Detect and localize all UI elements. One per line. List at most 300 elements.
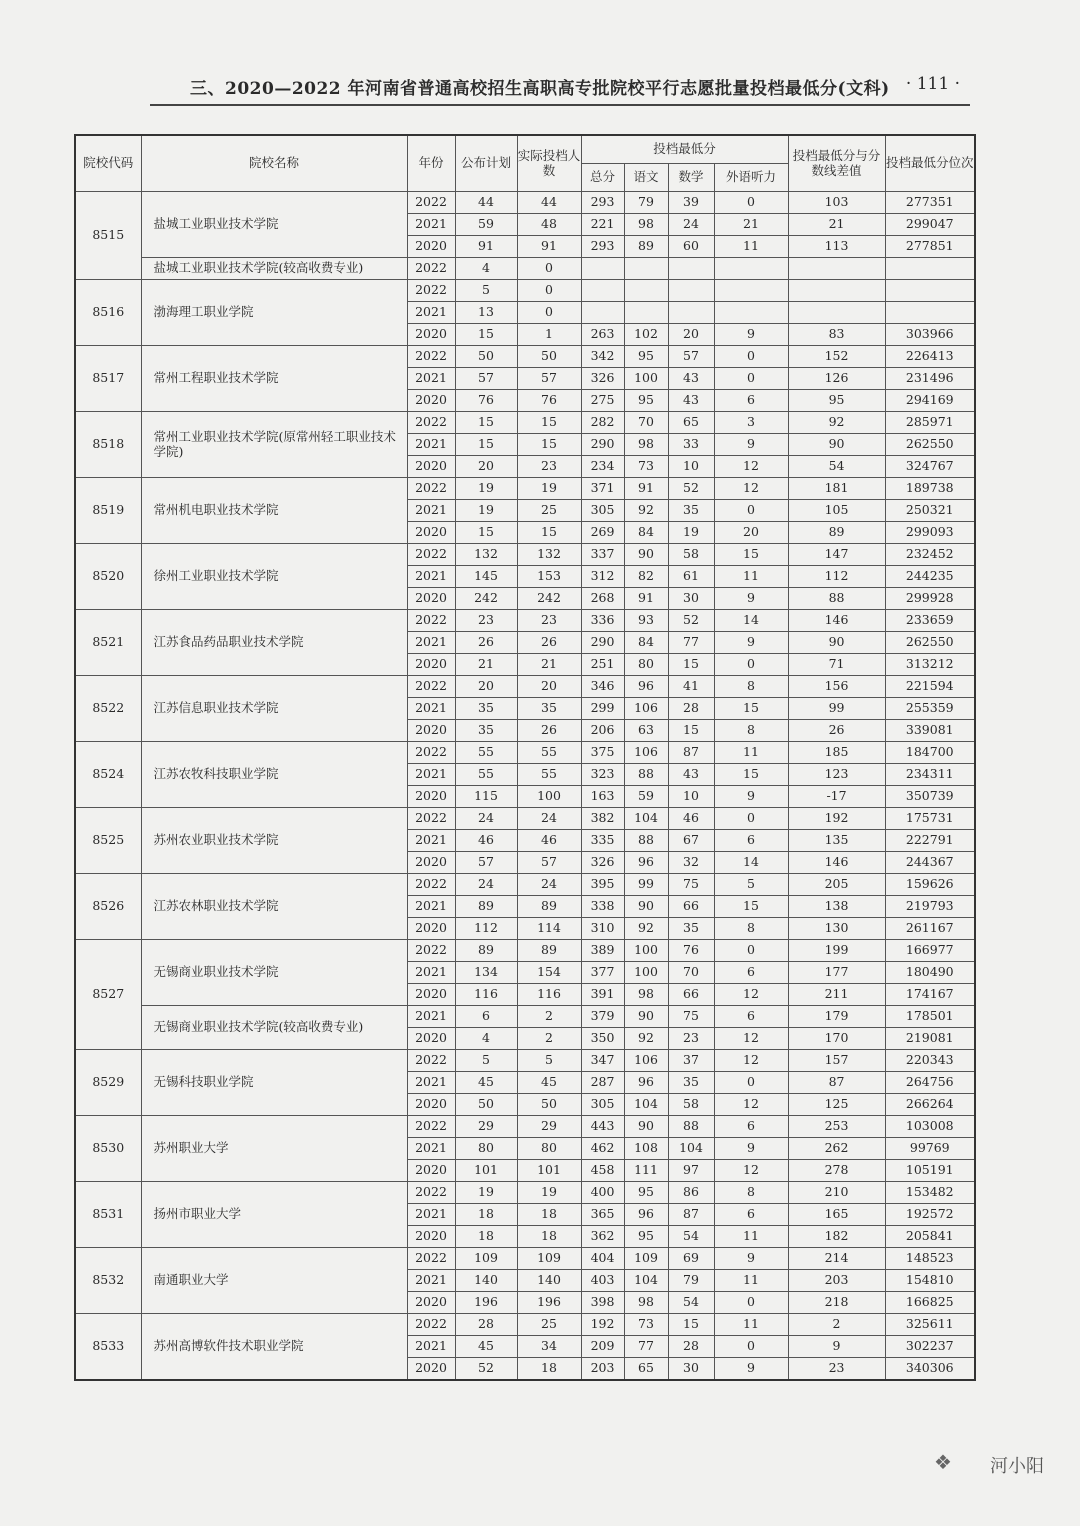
cell-plan: 26 [455,632,517,654]
table-row [75,478,975,500]
cell-chinese: 90 [624,544,668,566]
cell-rank: 222791 [885,830,975,852]
cell-rank: 174167 [885,984,975,1006]
cell-foreign: 14 [714,610,788,632]
cell-math: 66 [668,896,714,918]
cell-rank: 232452 [885,544,975,566]
table-row [75,874,975,896]
cell-plan: 89 [455,940,517,962]
cell-plan: 109 [455,1248,517,1270]
cell-foreign: 9 [714,786,788,808]
cell-year: 2021 [407,1270,455,1292]
cell-foreign: 11 [714,1226,788,1248]
cell-diff: 146 [788,852,885,874]
cell-diff: 182 [788,1226,885,1248]
cell-foreign: 12 [714,1094,788,1116]
cell-foreign: 6 [714,962,788,984]
cell-actual: 55 [517,764,581,786]
cell-math: 28 [668,698,714,720]
cell-actual: 18 [517,1204,581,1226]
cell-math: 75 [668,1006,714,1028]
cell-rank: 325611 [885,1314,975,1336]
school-name: 徐州工业职业技术学院 [141,544,407,610]
cell-plan: 52 [455,1358,517,1381]
cell-foreign: 12 [714,478,788,500]
cell-plan: 15 [455,324,517,346]
cell-year: 2020 [407,1358,455,1381]
cell-math: 76 [668,940,714,962]
cell-math: 24 [668,214,714,236]
cell-total: 163 [581,786,624,808]
cell-rank: 261167 [885,918,975,940]
cell-diff: 192 [788,808,885,830]
cell-chinese: 92 [624,918,668,940]
cell-foreign: 6 [714,1204,788,1226]
cell-foreign: 11 [714,566,788,588]
cell-rank: 159626 [885,874,975,896]
school-code: 8530 [75,1116,141,1182]
cell-rank: 226413 [885,346,975,368]
cell-actual: 25 [517,1314,581,1336]
cell-diff: 126 [788,368,885,390]
cell-total: 268 [581,588,624,610]
school-code: 8527 [75,940,141,1050]
cell-math [668,302,714,324]
cell-math: 66 [668,984,714,1006]
cell-diff: 112 [788,566,885,588]
school-name: 盐城工业职业技术学院 [141,192,407,258]
cell-chinese: 95 [624,1226,668,1248]
cell-diff: 90 [788,632,885,654]
cell-chinese: 102 [624,324,668,346]
cell-diff: 218 [788,1292,885,1314]
school-name: 扬州市职业大学 [141,1182,407,1248]
cell-math: 15 [668,654,714,676]
cell-plan: 57 [455,368,517,390]
table-row [75,1314,975,1336]
cell-plan: 20 [455,456,517,478]
cell-rank: 153482 [885,1182,975,1204]
cell-math: 57 [668,346,714,368]
cell-math: 79 [668,1270,714,1292]
cell-foreign: 11 [714,236,788,258]
cell-year: 2021 [407,1204,455,1226]
cell-chinese: 90 [624,1116,668,1138]
cell-actual: 46 [517,830,581,852]
cell-rank [885,302,975,324]
cell-foreign: 8 [714,720,788,742]
cell-actual: 242 [517,588,581,610]
cell-total: 293 [581,192,624,214]
cell-diff: 278 [788,1160,885,1182]
page-title: 三、2020—2022 年河南省普通高校招生高职高专批院校平行志愿批量投档最低分(文科) [190,79,890,99]
cell-math: 28 [668,1336,714,1358]
cell-foreign: 5 [714,874,788,896]
cell-diff: 165 [788,1204,885,1226]
cell-chinese: 80 [624,654,668,676]
cell-math: 15 [668,1314,714,1336]
cell-total: 382 [581,808,624,830]
cell-year: 2021 [407,698,455,720]
cell-diff: 130 [788,918,885,940]
cell-diff: 54 [788,456,885,478]
cell-rank: 244367 [885,852,975,874]
cell-math: 35 [668,1072,714,1094]
cell-diff: 26 [788,720,885,742]
cell-total: 335 [581,830,624,852]
cell-rank: 184700 [885,742,975,764]
cell-plan: 89 [455,896,517,918]
cell-actual: 50 [517,1094,581,1116]
cell-year: 2020 [407,1226,455,1248]
school-code: 8517 [75,346,141,412]
cell-year: 2020 [407,390,455,412]
cell-math: 87 [668,742,714,764]
cell-actual: 109 [517,1248,581,1270]
cell-diff: 123 [788,764,885,786]
table-row [75,1006,975,1028]
cell-total: 305 [581,1094,624,1116]
cell-rank: 244235 [885,566,975,588]
cell-total: 323 [581,764,624,786]
header-min-score: 投档最低分 [581,135,788,164]
cell-math: 97 [668,1160,714,1182]
cell-plan: 145 [455,566,517,588]
cell-plan: 28 [455,1314,517,1336]
cell-diff: 210 [788,1182,885,1204]
cell-plan: 134 [455,962,517,984]
cell-math: 60 [668,236,714,258]
cell-actual: 44 [517,192,581,214]
cell-rank: 103008 [885,1116,975,1138]
school-name: 盐城工业职业技术学院(较高收费专业) [141,258,407,280]
cell-year: 2020 [407,236,455,258]
cell-foreign: 20 [714,522,788,544]
cell-actual: 24 [517,808,581,830]
cell-math: 58 [668,544,714,566]
school-code: 8520 [75,544,141,610]
cell-foreign: 0 [714,500,788,522]
cell-rank: 262550 [885,434,975,456]
cell-year: 2022 [407,1050,455,1072]
cell-diff: 157 [788,1050,885,1072]
cell-diff: 2 [788,1314,885,1336]
cell-math: 23 [668,1028,714,1050]
cell-year: 2020 [407,1028,455,1050]
cell-actual: 80 [517,1138,581,1160]
cell-diff: 135 [788,830,885,852]
cell-year: 2022 [407,676,455,698]
cell-chinese: 99 [624,874,668,896]
school-name: 无锡商业职业技术学院(较高收费专业) [141,1006,407,1050]
cell-diff: 203 [788,1270,885,1292]
header-code: 院校代码 [75,135,141,192]
cell-foreign: 6 [714,830,788,852]
school-code: 8522 [75,676,141,742]
cell-actual: 35 [517,698,581,720]
cell-foreign: 9 [714,1138,788,1160]
cell-plan: 80 [455,1138,517,1160]
cell-plan: 5 [455,1050,517,1072]
cell-plan: 116 [455,984,517,1006]
table-row [75,742,975,764]
cell-diff: 205 [788,874,885,896]
table-row [75,676,975,698]
school-name: 江苏农林职业技术学院 [141,874,407,940]
cell-year: 2022 [407,610,455,632]
cell-year: 2022 [407,192,455,214]
cell-year: 2021 [407,368,455,390]
cell-foreign: 8 [714,676,788,698]
cell-total: 362 [581,1226,624,1248]
cell-math: 86 [668,1182,714,1204]
cell-year: 2020 [407,918,455,940]
cell-foreign: 12 [714,456,788,478]
school-name: 常州机电职业技术学院 [141,478,407,544]
cell-actual: 0 [517,302,581,324]
cell-chinese: 91 [624,588,668,610]
cell-chinese: 73 [624,456,668,478]
cell-rank: 105191 [885,1160,975,1182]
cell-plan: 140 [455,1270,517,1292]
cell-foreign: 9 [714,632,788,654]
cell-foreign: 0 [714,192,788,214]
school-name: 江苏食品药品职业技术学院 [141,610,407,676]
wechat-icon: ❖ [934,1450,952,1474]
cell-rank: 299093 [885,522,975,544]
cell-chinese: 65 [624,1358,668,1381]
school-code: 8531 [75,1182,141,1248]
cell-year: 2021 [407,1006,455,1028]
cell-rank: 166977 [885,940,975,962]
cell-year: 2021 [407,434,455,456]
cell-foreign: 0 [714,1336,788,1358]
cell-math: 10 [668,786,714,808]
school-code: 8525 [75,808,141,874]
cell-actual: 21 [517,654,581,676]
cell-diff: 71 [788,654,885,676]
cell-plan: 18 [455,1204,517,1226]
cell-chinese: 70 [624,412,668,434]
cell-rank: 221594 [885,676,975,698]
cell-year: 2021 [407,1072,455,1094]
header-name: 院校名称 [141,135,407,192]
cell-plan: 18 [455,1226,517,1248]
cell-chinese: 100 [624,368,668,390]
cell-math: 61 [668,566,714,588]
cell-plan: 115 [455,786,517,808]
cell-actual: 50 [517,346,581,368]
cell-rank [885,280,975,302]
cell-year: 2022 [407,544,455,566]
cell-chinese [624,302,668,324]
cell-foreign: 11 [714,742,788,764]
cell-actual: 29 [517,1116,581,1138]
cell-diff: 179 [788,1006,885,1028]
cell-plan: 112 [455,918,517,940]
cell-diff: 177 [788,962,885,984]
cell-rank: 266264 [885,1094,975,1116]
cell-plan: 23 [455,610,517,632]
cell-total: 371 [581,478,624,500]
cell-year: 2020 [407,1094,455,1116]
cell-plan: 29 [455,1116,517,1138]
cell-math: 69 [668,1248,714,1270]
cell-total: 287 [581,1072,624,1094]
cell-actual: 15 [517,412,581,434]
cell-chinese: 108 [624,1138,668,1160]
cell-math: 65 [668,412,714,434]
cell-plan: 59 [455,214,517,236]
cell-diff: 253 [788,1116,885,1138]
cell-foreign: 15 [714,544,788,566]
table-row [75,346,975,368]
cell-year: 2020 [407,852,455,874]
cell-year: 2021 [407,500,455,522]
table-row [75,280,975,302]
cell-total: 209 [581,1336,624,1358]
school-name: 常州工程职业技术学院 [141,346,407,412]
cell-diff: 262 [788,1138,885,1160]
cell-total: 251 [581,654,624,676]
cell-total: 379 [581,1006,624,1028]
cell-total: 458 [581,1160,624,1182]
cell-actual: 26 [517,632,581,654]
cell-rank: 264756 [885,1072,975,1094]
cell-actual: 15 [517,434,581,456]
cell-year: 2021 [407,302,455,324]
cell-actual: 196 [517,1292,581,1314]
cell-diff: 9 [788,1336,885,1358]
header-year: 年份 [407,135,455,192]
cell-total: 462 [581,1138,624,1160]
cell-math: 67 [668,830,714,852]
cell-math: 58 [668,1094,714,1116]
cell-diff: 92 [788,412,885,434]
cell-rank: 154810 [885,1270,975,1292]
header-math: 数学 [668,164,714,192]
cell-plan: 45 [455,1336,517,1358]
cell-actual: 114 [517,918,581,940]
cell-diff: 113 [788,236,885,258]
cell-actual: 18 [517,1358,581,1381]
cell-actual: 5 [517,1050,581,1072]
cell-total: 275 [581,390,624,412]
cell-actual: 48 [517,214,581,236]
cell-year: 2022 [407,280,455,302]
cell-rank: 277851 [885,236,975,258]
cell-total [581,302,624,324]
cell-foreign: 15 [714,896,788,918]
cell-plan: 35 [455,720,517,742]
cell-chinese: 88 [624,830,668,852]
cell-year: 2022 [407,1248,455,1270]
cell-math: 30 [668,1358,714,1381]
school-name: 南通职业大学 [141,1248,407,1314]
cell-diff: 88 [788,588,885,610]
cell-plan: 4 [455,1028,517,1050]
cell-rank: 175731 [885,808,975,830]
cell-total: 290 [581,632,624,654]
cell-math [668,258,714,280]
cell-total: 299 [581,698,624,720]
cell-year: 2022 [407,940,455,962]
cell-plan: 50 [455,1094,517,1116]
cell-rank: 192572 [885,1204,975,1226]
cell-rank: 231496 [885,368,975,390]
cell-plan: 13 [455,302,517,324]
cell-plan: 57 [455,852,517,874]
cell-plan: 19 [455,1182,517,1204]
cell-chinese: 63 [624,720,668,742]
cell-actual: 45 [517,1072,581,1094]
cell-math [668,280,714,302]
cell-diff [788,280,885,302]
cell-actual: 55 [517,742,581,764]
cell-chinese: 92 [624,1028,668,1050]
cell-actual: 132 [517,544,581,566]
school-code: 8524 [75,742,141,808]
cell-plan: 46 [455,830,517,852]
cell-math: 10 [668,456,714,478]
table-body [75,192,975,1381]
cell-math: 35 [668,500,714,522]
cell-year: 2021 [407,962,455,984]
brand-label: 河小阳 [990,1456,1044,1477]
cell-diff: 21 [788,214,885,236]
school-code: 8516 [75,280,141,346]
cell-year: 2020 [407,522,455,544]
cell-plan: 15 [455,522,517,544]
cell-foreign: 12 [714,1050,788,1072]
cell-chinese: 96 [624,676,668,698]
cell-math: 43 [668,368,714,390]
cell-actual: 154 [517,962,581,984]
cell-rank: 250321 [885,500,975,522]
cell-total: 326 [581,368,624,390]
cell-math: 15 [668,720,714,742]
cell-chinese: 109 [624,1248,668,1270]
cell-rank: 148523 [885,1248,975,1270]
cell-foreign: 14 [714,852,788,874]
cell-foreign: 9 [714,588,788,610]
cell-foreign: 0 [714,808,788,830]
cell-math: 41 [668,676,714,698]
cell-actual: 57 [517,852,581,874]
cell-chinese: 106 [624,742,668,764]
page-number: · 111 · [905,74,960,94]
table-row [75,1182,975,1204]
cell-total: 389 [581,940,624,962]
cell-total: 404 [581,1248,624,1270]
cell-chinese: 82 [624,566,668,588]
cell-chinese: 104 [624,1270,668,1292]
school-code: 8533 [75,1314,141,1381]
cell-rank: 339081 [885,720,975,742]
cell-math: 19 [668,522,714,544]
cell-year: 2020 [407,1160,455,1182]
school-name: 苏州农业职业技术学院 [141,808,407,874]
cell-actual: 23 [517,456,581,478]
cell-foreign: 9 [714,1248,788,1270]
cell-rank: 178501 [885,1006,975,1028]
cell-foreign: 11 [714,1270,788,1292]
cell-total: 336 [581,610,624,632]
cell-total: 305 [581,500,624,522]
cell-actual: 140 [517,1270,581,1292]
cell-rank: 350739 [885,786,975,808]
cell-rank: 255359 [885,698,975,720]
